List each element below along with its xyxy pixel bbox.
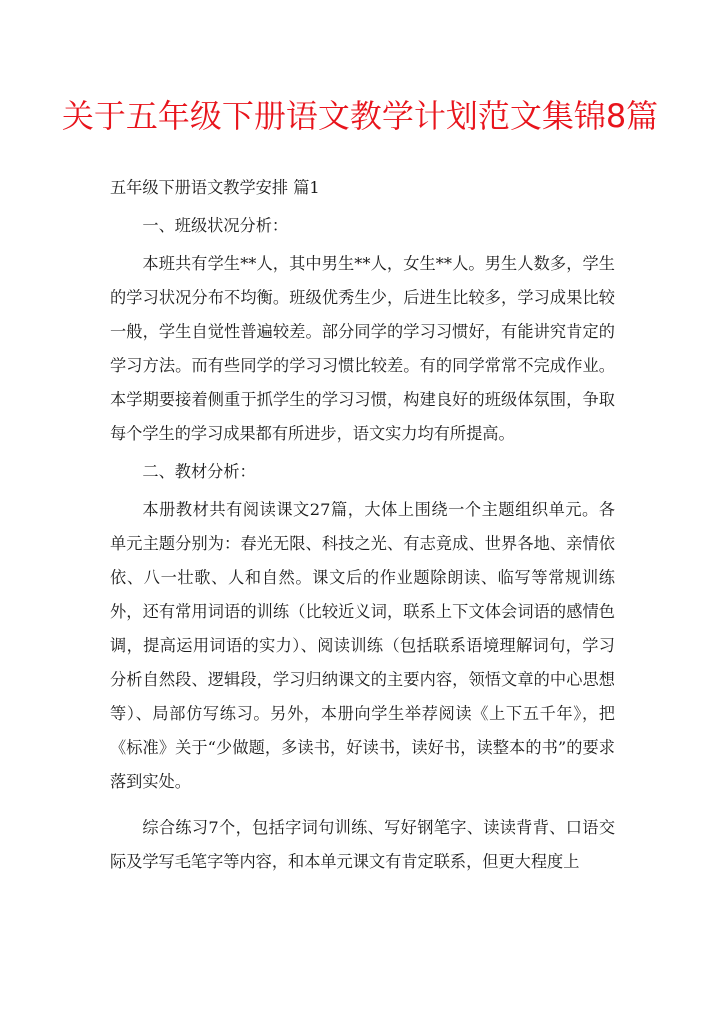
- textbook-analysis-paragraph: 本册教材共有阅读课文27篇，大体上围绕一个主题组织单元。各单元主题分别为：春光无限、科技之光、有志竟成、世界各地、亲情依依、八一壮歌、人和自然。课文后的作业题除朗读、临写等常规训练外，还有常用词语的训练（比较近义词，联系上下文体会词语的感情色调，提高运用词语的实力）、阅读训练（包括联系语境理解词句，学习分析自然段、逻辑段，学习归纳课文的主要内容，领悟文章的中心思想等）、局部仿写练习。另外，本册向学生举荐阅读《上下五千年》，把《标准》关于“少做题，多读书，好读书，读好书，读整本的书”的要求落到实处。: [110, 500, 615, 791]
- class-situation-paragraph: 本班共有学生**人，其中男生**人，女生**人。男生人数多，学生的学习状况分布不均衡。班级优秀生少，后进生比较多，学习成果比较一般，学生自觉性普遍较差。部分同学的学习习惯好，有能讲究肯定的学习方法。而有些同学的学习习惯比较差。有的同学常常不完成作业。本学期要接着侧重于抓学生的学习习惯，构建良好的班级体氛围，争取每个学生的学习成果都有所进步，语文实力均有所提高。: [110, 254, 615, 443]
- class-situation-heading: 一、班级状况分析：: [142, 216, 289, 235]
- section-subtitle: 五年级下册语文教学安排 篇1: [110, 178, 320, 197]
- document-title: 关于五年级下册语文教学计划范文集锦8篇: [61, 97, 659, 135]
- exercises-paragraph: 综合练习7个，包括字词句训练、写好钢笔字、读读背背、口语交际及学写毛笔字等内容，和本单元课文有肯定联系，但更大程度上: [110, 818, 615, 871]
- textbook-analysis-heading: 二、教材分析：: [142, 462, 256, 481]
- document-body: [110, 171, 615, 879]
